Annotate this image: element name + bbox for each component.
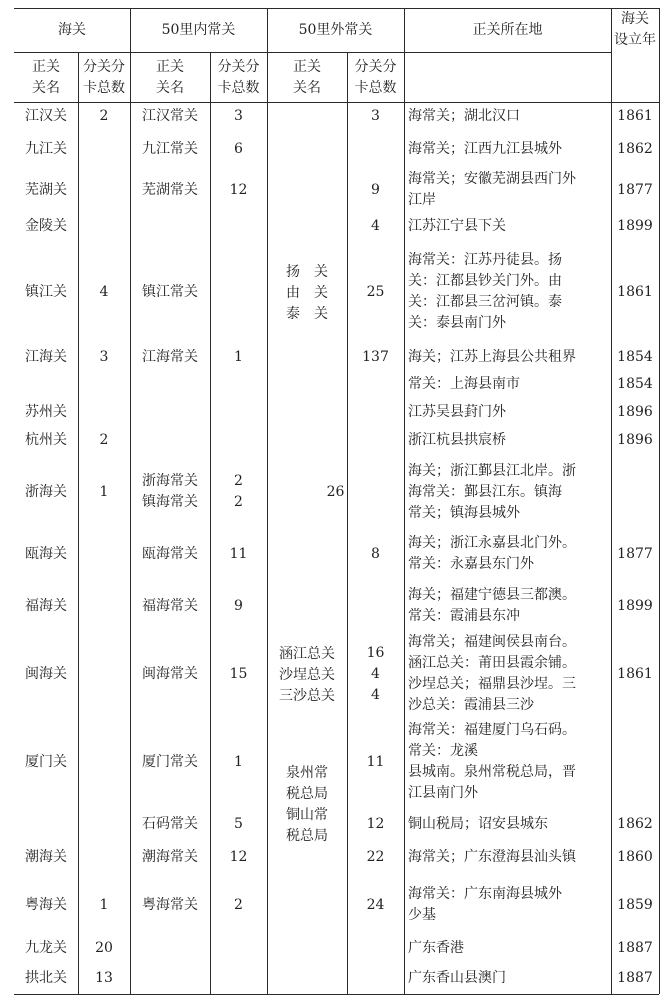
row-6-year: 1854 <box>617 375 653 392</box>
row-16-outer-count: 24 <box>366 896 385 913</box>
row-5-inner-name: 江海常关 <box>142 348 198 365</box>
row-2-outer-count: 9 <box>371 181 380 198</box>
grid-line <box>14 52 611 53</box>
row-8-year: 1896 <box>617 431 653 448</box>
row-6-location: 常关：上海县南市 <box>408 375 520 392</box>
row-15-inner-name: 潮海常关 <box>142 848 198 865</box>
row-16-name: 粤海关 <box>25 896 67 913</box>
row-8-location: 浙江杭县拱宸桥 <box>408 431 506 448</box>
row-10-outer-count: 8 <box>371 545 380 562</box>
row-0-inner-count: 3 <box>234 107 243 124</box>
row-7-name: 苏州关 <box>25 403 67 420</box>
row-3-outer-count: 4 <box>371 217 380 234</box>
row-13-outer-count: 11 <box>366 753 385 770</box>
row-1-inner-name: 九江常关 <box>142 140 198 157</box>
subheader-zhengguan-2: 正关 关名 <box>156 59 184 96</box>
row-17-location: 广东香港 <box>408 939 464 956</box>
header-location: 正关所在地 <box>472 22 543 38</box>
row-5-name: 江海关 <box>25 348 67 365</box>
row-9-sub-count: 1 <box>99 483 109 500</box>
row-9-name: 浙海关 <box>25 483 67 500</box>
row-16-inner-name: 粤海常关 <box>142 896 198 913</box>
row-10-location: 海关；浙江永嘉县北门外。 常关：永嘉县东门外 <box>408 535 576 572</box>
row-13-inner-count: 1 <box>234 753 243 770</box>
subheader-zhengguan-3: 正关 关名 <box>293 59 321 96</box>
row-17-sub-count: 20 <box>95 939 113 956</box>
row-1-year: 1862 <box>617 140 653 157</box>
row-15-outer-count: 22 <box>366 848 385 865</box>
row-18-name: 拱北关 <box>25 969 67 986</box>
row-4-location: 海常关：江苏丹徒县。扬 关：江都县钞关门外。由 关：江都县三岔河镇。泰 关：泰县南门外 <box>408 252 562 331</box>
row-11-inner-count: 9 <box>234 597 243 614</box>
row-16-inner-count: 2 <box>234 896 243 913</box>
row-15-location: 海常关；广东澄海县汕头镇 <box>408 848 576 865</box>
row-1-name: 九江关 <box>25 140 67 157</box>
row-17-name: 九龙关 <box>25 939 67 956</box>
row-10-inner-count: 11 <box>229 545 248 562</box>
row-16-year: 1859 <box>617 896 653 913</box>
row-15-year: 1860 <box>617 848 653 865</box>
row-3-year: 1899 <box>617 217 653 234</box>
row-16-sub-count: 1 <box>99 896 109 913</box>
row-0-outer-count: 3 <box>371 107 380 124</box>
row-8-sub-count: 2 <box>99 431 109 448</box>
row-14-location: 铜山税局；诏安县城东 <box>408 815 548 832</box>
row-2-inner-count: 12 <box>229 181 248 198</box>
row-13-inner-name: 厦门常关 <box>142 753 198 770</box>
row-0-sub-count: 2 <box>99 107 109 124</box>
grid-line <box>404 8 405 994</box>
row-12-location: 海常关；福建闽侯县南台。 涵江总关：莆田县霞余铺。 沙埕总关；福鼎县沙埕。三 沙总关：霞浦县三沙 <box>408 634 576 713</box>
row-18-sub-count: 13 <box>95 969 113 986</box>
row-9-inner-name: 浙海常关 镇海常关 <box>142 473 198 510</box>
header-50li-inner: 50里内常关 <box>161 22 236 38</box>
row-11-year: 1899 <box>617 597 653 614</box>
row-14-inner-count: 5 <box>234 815 243 832</box>
row-2-location: 海常关；安徽芜湖县西门外 江岸 <box>408 171 576 208</box>
row-7-year: 1896 <box>617 403 653 420</box>
row-12-name: 闽海关 <box>25 665 67 682</box>
row-9-inner-count: 2 2 <box>234 473 243 510</box>
subheader-zhengguan-1: 正关 关名 <box>32 59 60 96</box>
row-4-inner-name: 镇江常关 <box>142 283 198 300</box>
row-0-year: 1861 <box>617 107 653 124</box>
row-11-name: 福海关 <box>25 597 67 614</box>
row-13-location: 海常关：福建厦门乌石码。 常关：龙溪 县城南。泉州常税总局，晋 江县南门外 <box>408 722 576 801</box>
row-12-inner-count: 15 <box>229 665 248 682</box>
merged-min-out-names: 涵江总关 沙埕总关 三沙总关 <box>279 645 335 704</box>
row-4-year: 1861 <box>617 283 653 300</box>
row-18-location: 广东香山县澳门 <box>408 969 506 986</box>
subheader-fenguan-2: 分关分 卡总数 <box>217 59 260 96</box>
merged-xiamen-out-names-1: 泉州常 税总局 <box>286 765 328 802</box>
row-3-location: 江苏江宁县下关 <box>408 217 506 234</box>
header-year: 海关 设立年 <box>614 11 656 48</box>
merged-zhe-out-count: 26 <box>326 483 345 500</box>
row-9-location: 海关；浙江鄞县江北岸。浙 海常关：鄞县江东。镇海 常关；镇海县城外 <box>408 462 576 521</box>
row-4-outer-count: 25 <box>366 283 385 300</box>
row-5-year: 1854 <box>617 348 653 365</box>
row-11-inner-name: 福海常关 <box>142 597 198 614</box>
row-5-inner-count: 1 <box>234 348 243 365</box>
row-10-year: 1877 <box>617 545 653 562</box>
row-4-sub-count: 4 <box>99 283 109 300</box>
row-5-sub-count: 3 <box>99 348 109 365</box>
merged-yang-you-tai: 扬 关 由 关 泰 关 <box>286 263 328 322</box>
row-13-name: 厦门关 <box>25 753 67 770</box>
row-2-inner-name: 芜湖常关 <box>142 181 198 198</box>
row-10-inner-name: 瓯海常关 <box>142 545 198 562</box>
row-17-year: 1887 <box>617 939 653 956</box>
row-15-name: 潮海关 <box>25 848 67 865</box>
subheader-fenguan-3: 分关分 卡总数 <box>354 59 397 96</box>
row-0-inner-name: 江汉常关 <box>142 107 198 124</box>
row-0-location: 海常关；湖北汉口 <box>408 107 520 124</box>
row-1-inner-count: 6 <box>234 140 243 157</box>
row-14-inner-name: 石码常关 <box>142 815 198 832</box>
row-5-outer-count: 137 <box>362 348 389 365</box>
row-8-name: 杭州关 <box>25 431 67 448</box>
header-50li-outer: 50里外常关 <box>298 22 373 38</box>
row-4-name: 镇江关 <box>25 283 67 300</box>
row-14-outer-count: 12 <box>366 815 385 832</box>
grid-line <box>14 8 659 9</box>
row-0-name: 江汉关 <box>25 107 67 124</box>
row-2-name: 芜湖关 <box>25 181 67 198</box>
merged-xiamen-out-names-2: 铜山常 税总局 <box>286 807 328 844</box>
row-11-location: 海关；福建宁德县三都澳。 常关：霞浦县东冲 <box>408 587 576 624</box>
row-12-inner-name: 闽海常关 <box>142 665 198 682</box>
row-5-location: 海关；江苏上海县公共租界 <box>408 348 576 365</box>
row-16-location: 海常关：广东南海县城外 少基 <box>408 886 562 923</box>
row-12-outer-count: 16 4 4 <box>366 644 385 703</box>
row-1-location: 海常关；江西九江县城外 <box>408 140 562 157</box>
grid-line <box>659 8 660 994</box>
header-haiguan: 海关 <box>58 22 86 38</box>
row-14-year: 1862 <box>617 815 653 832</box>
row-18-year: 1887 <box>617 969 653 986</box>
row-15-inner-count: 12 <box>229 848 248 865</box>
row-7-location: 江苏吴县葑门外 <box>408 403 506 420</box>
row-12-year: 1861 <box>617 665 653 682</box>
row-10-name: 瓯海关 <box>25 545 67 562</box>
row-3-name: 金陵关 <box>25 217 67 234</box>
grid-line <box>14 994 659 995</box>
row-2-year: 1877 <box>617 181 653 198</box>
subheader-fenguan-1: 分关分 卡总数 <box>83 59 125 96</box>
